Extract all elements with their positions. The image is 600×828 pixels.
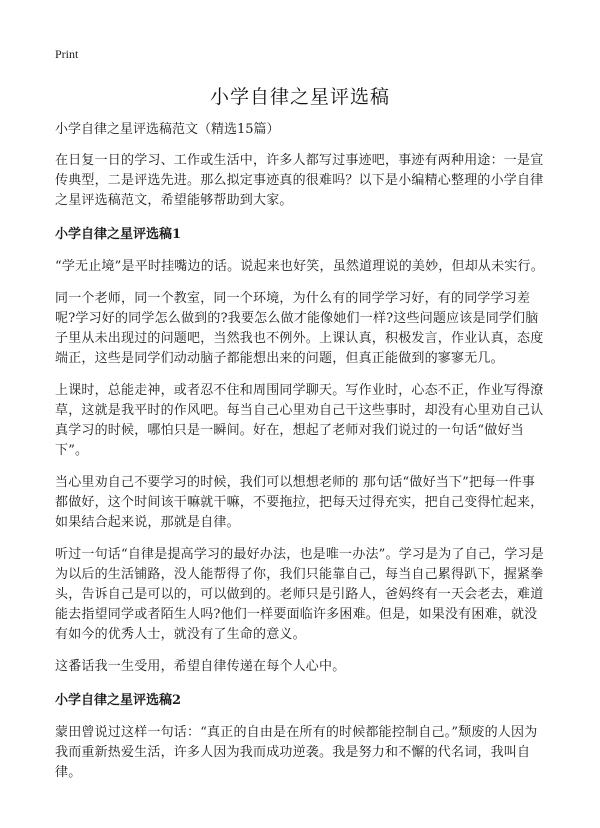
section-heading: 小学自律之星评选稿2 (55, 693, 182, 708)
body-paragraph: 上课时，总能走神，或者忍不住和周围同学聊天。写作业时，心态不正，作业写得潦草，这就是我平时的作风吧。每当自己心里劝自己干这些事时，却没有心里劝自己认真学习的时候，哪怕只是一瞬间。好在，想起了老师对我们说过的一句话“做好当下”。 (55, 383, 544, 458)
body-paragraph: 当心里劝自己不要学习的时候，我们可以想想老师的 那句话“做好当下”把每一件事都做好，这个时间该干嘛就干嘛，不要拖拉，把每天过得充实，把自己变得忙起来，如果结合起来说，那就是自律。 (55, 475, 544, 530)
body-paragraph: “学无止境”是平时挂嘴边的话。说起来也好笑，虽然道理说的美妙，但却从未实行。 (55, 259, 544, 274)
document-subtitle: 小学自律之星评选稿范文（精选15篇） (55, 122, 280, 137)
document-title: 小学自律之星评选稿 (209, 86, 390, 108)
print-link[interactable]: Print (55, 47, 79, 61)
section-heading: 小学自律之星评选稿1 (55, 227, 182, 242)
body-paragraph: 同一个老师，同一个教室，同一个环境，为什么有的同学学习好，有的同学学习差呢?学习好的同学怎么做到的?我要怎么做才能像她们一样?这些问题应该是同学们脑子里从未出现过的问题吧，当然我也不例外。上课认真，积极发言，作业认真，态度端正，这些是同学们动动脑子都能想出来的问题，但真正能做到的寥寥无几。 (55, 291, 544, 366)
body-paragraph: 听过一句话“自律是提高学习的最好办法，也是唯一办法”。学习是为了自己，学习是为以后的生活铺路，没人能帮得了你，我们只能靠自己，每当自己累得趴下，握紧拳头，告诉自己是可以的，可以做到的。老师只是引路人，爸妈终有一天会老去，难道能去指望同学或者陌生人吗?他们一样要面临许多困难。但是，如果没有困难，就没有如今的优秀人士，就没有了生命的意义。 (55, 547, 544, 642)
body-paragraph: 这番话我一生受用，希望自律传递在每个人心中。 (55, 659, 346, 674)
intro-paragraph: 在日复一日的学习、工作或生活中，许多人都写过事迹吧，事迹有两种用途：一是宣传典型，二是评选先进。那么拟定事迹真的很难吗？以下是小编精心整理的小学自律之星评选稿范文，希望能够帮助到大家。 (55, 153, 544, 208)
body-paragraph: 蒙田曾说过这样一句话：“真正的自由是在所有的时候都能控制自己。”颓废的人因为我而重新热爱生活，许多人因为我而成功逆袭。我是努力和不懈的代名词，我叫自律。 (55, 725, 538, 780)
